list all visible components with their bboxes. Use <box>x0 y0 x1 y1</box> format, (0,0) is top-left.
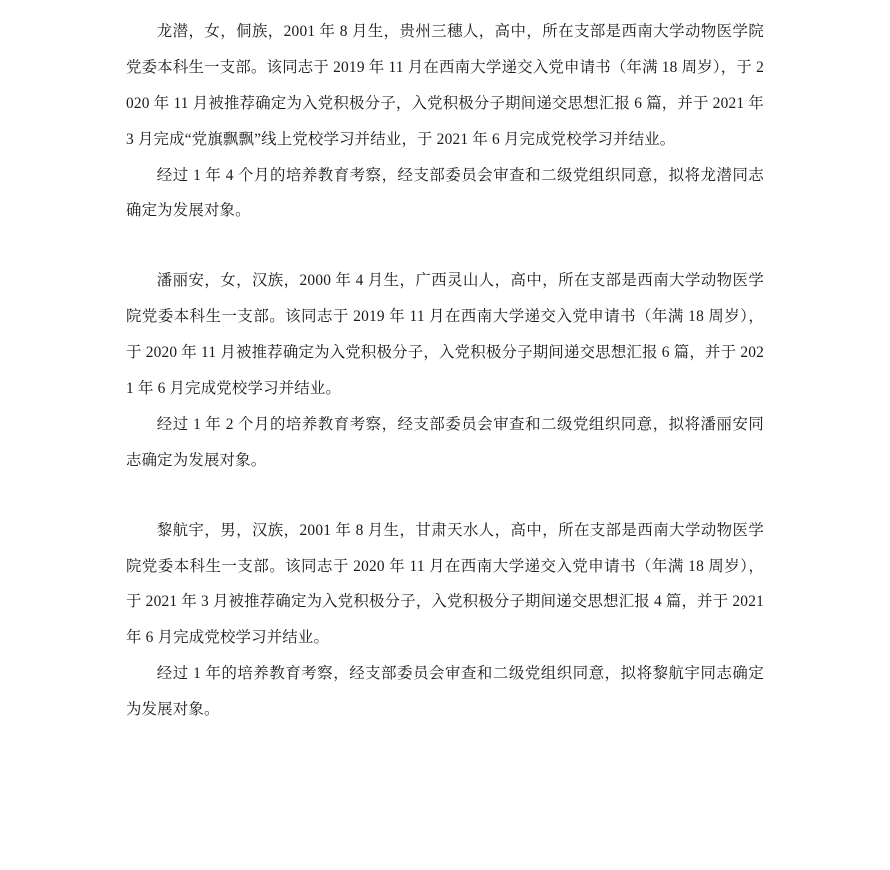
paragraph-4: 经过 1 年 2 个月的培养教育考察，经支部委员会审查和二级党组织同意，拟将潘丽安同志确定为发展对象。 <box>126 415 764 469</box>
paragraph-6: 经过 1 年的培养教育考察，经支部委员会审查和二级党组织同意，拟将黎航宇同志确定为发展对象。 <box>126 665 764 719</box>
paragraph-5: 黎航宇，男，汉族，2001 年 8 月生，甘肃天水人，高中，所在支部是西南大学动物医学院党委本科生一支部。该同志于 2020 年 11 月在西南大学递交入党申请书（年满 18 周岁），于 2021 年 3 月被推荐确定为入党积极分子，入党积极分子期间递交思想汇报 4 篇，并于 2021 年 6 月完成党校学习并结业。 <box>126 521 764 647</box>
paragraph-1: 龙潜，女，侗族，2001 年 8 月生，贵州三穗人，高中，所在支部是西南大学动物医学院党委本科生一支部。该同志于 2019 年 11 月在西南大学递交入党申请书（年满 18 周岁），于 2020 年 11 月被推荐确定为入党积极分子，入党积极分子期间递交思想汇报 6 篇，并于 2021 年 3 月完成“党旗飘飘”线上党校学习并结业，于 2021 年 6 月完成党校学习并结业。 <box>126 23 764 148</box>
paragraph-2: 经过 1 年 4 个月的培养教育考察，经支部委员会审查和二级党组织同意，拟将龙潜同志确定为发展对象。 <box>126 166 764 220</box>
paragraph-spacer <box>126 229 764 263</box>
paragraph-3: 潘丽安，女，汉族，2000 年 4 月生，广西灵山人，高中，所在支部是西南大学动物医学院党委本科生一支部。该同志于 2019 年 11 月在西南大学递交入党申请书（年满 18 周岁），于 2020 年 11 月被推荐确定为入党积极分子，入党积极分子期间递交思想汇报 6 篇，并于 2021 年 6 月完成党校学习并结业。 <box>126 272 764 398</box>
paragraph-spacer <box>126 479 764 513</box>
